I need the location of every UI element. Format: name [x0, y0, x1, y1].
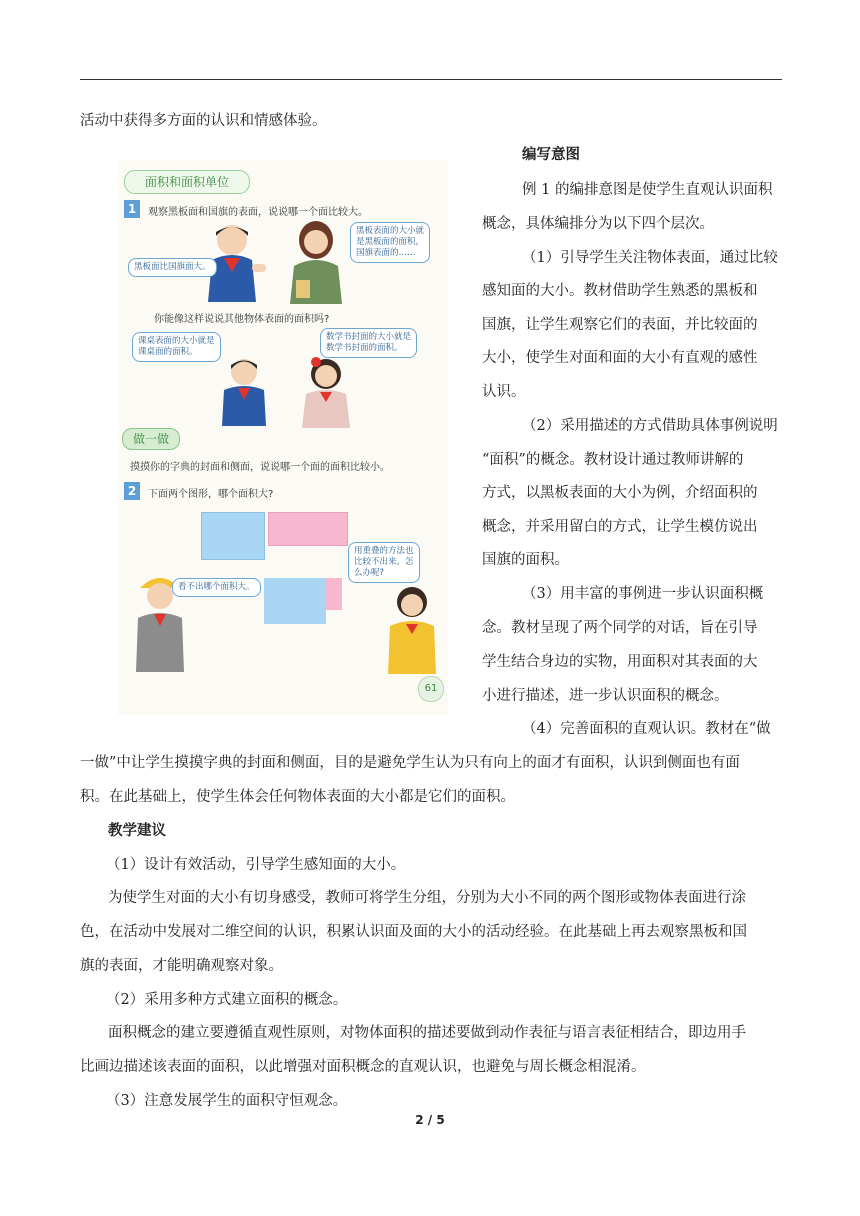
girl-yellow-sweater-icon — [382, 584, 442, 674]
text-line: （1）设计有效活动，引导学生感知面的大小。 — [106, 857, 406, 873]
doit-text: 摸摸你的字典的封面和侧面，说说哪一个面的面积比较小。 — [130, 462, 390, 473]
text-line: 国旗的面积。 — [482, 552, 569, 568]
text-line: （2）采用多种方式建立面积的概念。 — [106, 992, 348, 1008]
speech-bubble: 数学书封面的大小就是 数学书封面的面积。 — [320, 328, 417, 358]
text-line: 概念，并采用留白的方式，让学生模仿说出 — [482, 519, 758, 535]
girl-figure-icon — [296, 356, 360, 428]
text-line: （3）注意发展学生的面积守恒观念。 — [106, 1093, 348, 1109]
figure-page-number: 61 — [418, 676, 444, 702]
text-line: 一做”中让学生摸摸字典的封面和侧面，目的是避免学生认为只有向上的面才有面积，认识到侧面也有面 — [80, 755, 740, 771]
text-line: 念。教材呈现了两个同学的对话，旨在引导 — [482, 620, 758, 636]
question-number: 2 — [124, 482, 140, 500]
speech-bubble: 黑板面比国旗面大。 — [128, 258, 217, 277]
text-line: 小进行描述，进一步认识面积的概念。 — [482, 688, 729, 704]
textbook-figure — [118, 160, 448, 715]
text-line: 旗的表面，才能明确观察对象。 — [80, 958, 283, 974]
page-footer: 2 / 5 — [415, 1113, 445, 1127]
text-line: （1）引导学生关注物体表面，通过比较 — [522, 250, 778, 266]
question-text: 你能像这样说说其他物体表面的面积吗? — [154, 314, 330, 325]
text-line: 国旗，让学生观察它们的表面，并比较面的 — [482, 317, 758, 333]
text-line: 方式，以黑板表面的大小为例，介绍面积的 — [482, 485, 758, 501]
text-line: “面积”的概念。教材设计通过教师讲解的 — [482, 452, 744, 468]
question-number: 1 — [124, 200, 140, 218]
pink-rectangle — [268, 512, 348, 546]
speech-bubble: 黑板表面的大小就 是黑板面的面积， 国旗表面的…… — [350, 222, 430, 263]
text-line: 大小，使学生对面和面的大小有直观的感性 — [482, 350, 758, 366]
doit-label: 做一做 — [122, 428, 180, 450]
text-line: 学生结合身边的实物，用面积对其表面的大 — [482, 654, 758, 670]
question-text: 下面两个图形，哪个面积大? — [148, 489, 274, 500]
text-line: 色，在活动中发展对二维空间的认识，积累认识面及面的大小的活动经验。在此基础上再去观察黑板和国 — [80, 924, 747, 940]
intro-line: 活动中获得多方面的认识和情感体验。 — [80, 113, 327, 129]
text-line: （2）采用描述的方式借助具体事例说明 — [522, 418, 778, 434]
section-title-intent: 编写意图 — [522, 147, 580, 163]
text-line: 为使学生对面的大小有切身感受，教师可将学生分组，分别为大小不同的两个图形或物体表面进行涂 — [108, 890, 746, 906]
text-line: 面积概念的建立要遵循直观性原则，对物体面积的描述要做到动作表征与语言表征相结合，即边用手 — [108, 1025, 746, 1041]
speech-bubble: 用重叠的方法也 比较不出来。怎 么办呢? — [348, 542, 420, 583]
text-line: （4）完善面积的直观认识。教材在“做 — [522, 721, 771, 737]
header-rule — [80, 79, 782, 80]
speech-bubble: 课桌表面的大小就是 课桌面的面积。 — [132, 332, 221, 362]
figure-header: 面积和面积单位 — [124, 170, 250, 194]
text-line: 认识。 — [482, 384, 526, 400]
text-line: 比画边描述该表面的面积，以此增强对面积概念的直观认识，也避免与周长概念相混淆。 — [80, 1059, 646, 1075]
text-line: 概念，具体编排分为以下四个层次。 — [482, 216, 714, 232]
question-text: 观察黑板面和国旗的表面，说说哪一个面比较大。 — [148, 207, 368, 218]
speech-bubble: 看不出哪个面积大。 — [172, 578, 261, 597]
teacher-figure-icon — [286, 218, 346, 304]
text-line: （3）用丰富的事例进一步认识面积概 — [522, 586, 764, 602]
section-title-suggestions: 教学建议 — [108, 823, 166, 839]
blue-rectangle — [201, 512, 265, 560]
text-line: 例 1 的编排意图是使学生直观认识面积 — [522, 182, 773, 198]
text-line: 感知面的大小。教材借助学生熟悉的黑板和 — [482, 283, 758, 299]
blue-rectangle-overlap — [264, 578, 326, 624]
boy-figure-icon — [214, 356, 274, 426]
text-line: 积。在此基础上，使学生体会任何物体表面的大小都是它们的面积。 — [80, 789, 515, 805]
